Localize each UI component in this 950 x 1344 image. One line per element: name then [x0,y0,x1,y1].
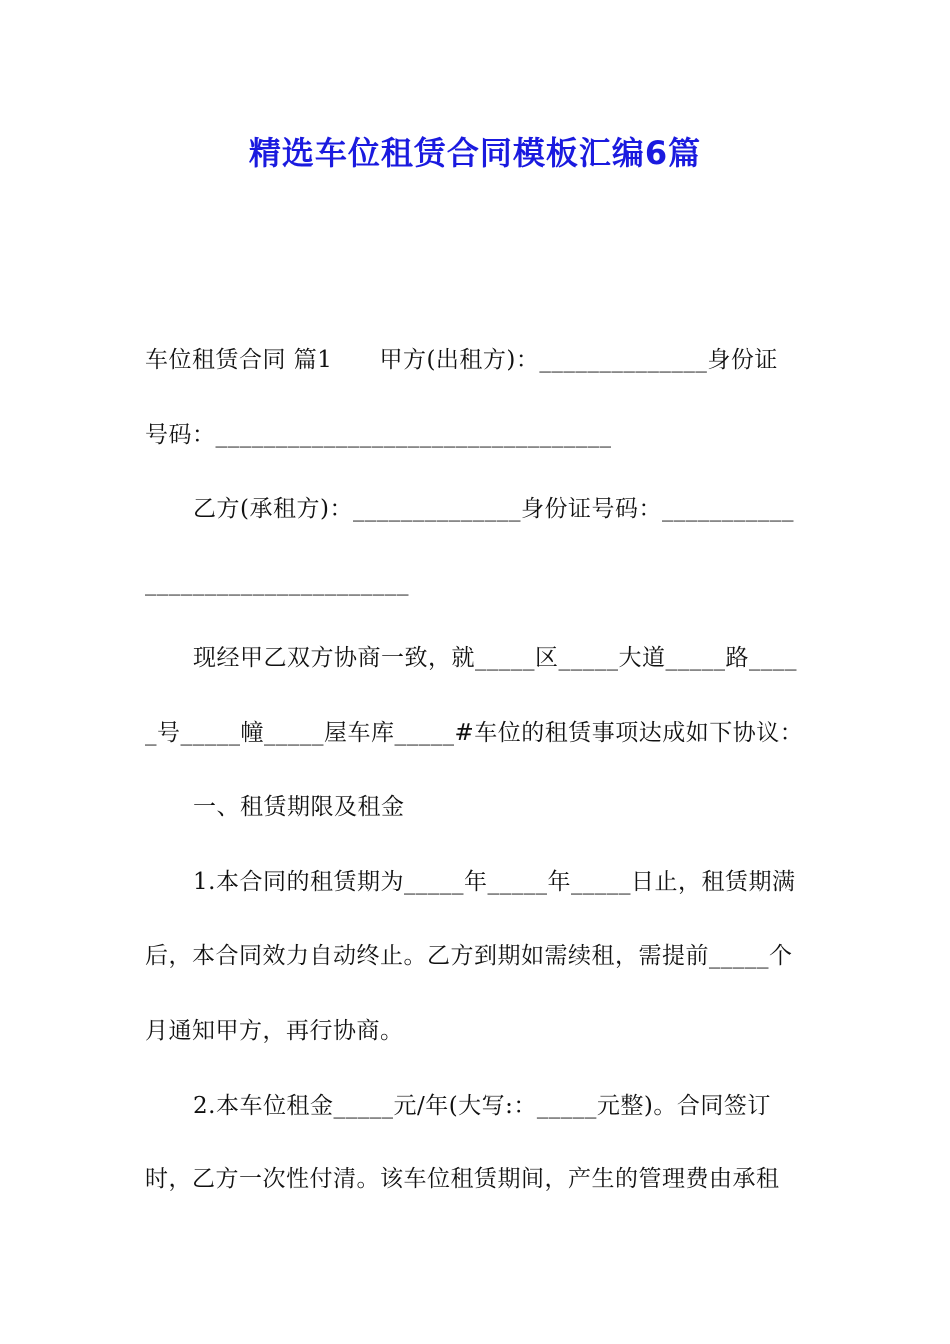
paragraph-line: 现经甲乙双方协商一致，就_____区_____大道_____路____ [193,645,797,671]
paragraph-line: 1.本合同的租赁期为_____年_____年_____日止，租赁期满 [193,869,796,895]
paragraph-line: 时，乙方一次性付清。该车位租赁期间，产生的管理费由承租 [145,1166,780,1192]
paragraph-line: 车位租赁合同 篇1 甲方(出租方)：______________身份证 [145,347,778,373]
paragraph-line: 月通知甲方，再行协商。 [145,1018,404,1044]
paragraph-line: 后，本合同效力自动终止。乙方到期如需续租，需提前_____个 [145,943,793,969]
paragraph-line: _号_____幢_____屋车库_____#车位的租赁事项达成如下协议： [145,720,804,746]
document-title: 精选车位租赁合同模板汇编6篇 [248,134,702,172]
section-heading: 一、租赁期限及租金 [193,794,405,820]
paragraph-line: 号码：_________________________________ [145,422,612,448]
paragraph-line: ______________________ [145,570,409,596]
paragraph-line: 2.本车位租金_____元/年(大写:：_____元整)。合同签订 [193,1093,771,1119]
paragraph-line: 乙方(承租方)：______________身份证号码：___________ [193,496,794,522]
